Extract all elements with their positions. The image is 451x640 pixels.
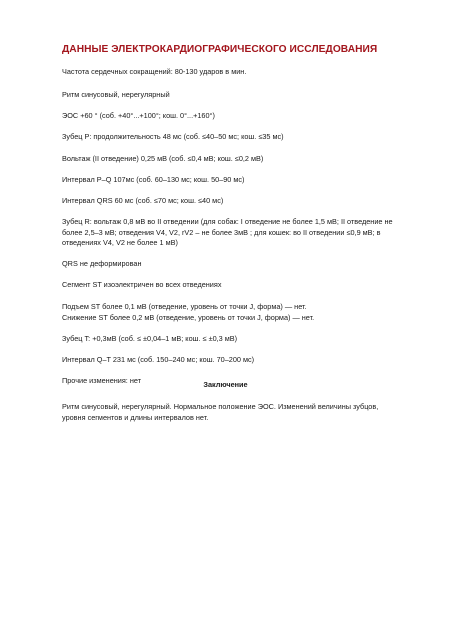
pq-interval-line: Интервал P–Q 107мс (соб. 60–130 мс; кош. 50–90 мс) bbox=[62, 175, 245, 184]
r-wave-paragraph: Зубец R: вольтаж 0,8 мВ во II отведении (для собак: I отведение не более 1,5 мВ; II отведение не более 2,5–3 мВ; отведения V4, V2, rV2 – не более 3мВ ; для кошек: во II отведении ≤0,9 мВ; в отведениях V4, V2 не более 1 мВ) bbox=[62, 217, 393, 248]
electrical-axis-line: ЭОС +60 ° (соб. +40°...+100°; кош. 0°...+160°) bbox=[62, 111, 215, 120]
conclusion-heading: Заключение bbox=[203, 380, 248, 389]
voltage-line: Вольтаж (II отведение) 0,25 мВ (соб. ≤0,4 мВ; кош. ≤0,2 мВ) bbox=[62, 154, 264, 163]
rhythm-line: Ритм синусовый, нерегулярный bbox=[62, 90, 170, 99]
qt-interval-line: Интервал Q–T 231 мс (соб. 150–240 мс; кош. 70–200 мс) bbox=[62, 355, 255, 364]
other-changes-line: Прочие изменения: нет bbox=[62, 376, 142, 385]
p-wave-duration-line: Зубец P: продолжительность 48 мс (соб. ≤40–50 мс; кош. ≤35 мс) bbox=[62, 132, 284, 141]
qrs-shape-line: QRS не деформирован bbox=[62, 259, 142, 268]
t-wave-line: Зубец T: +0,3мВ (соб. ≤ ±0,04–1 мВ; кош. ≤ ±0,3 мВ) bbox=[62, 334, 238, 343]
heart-rate-line: Частота сердечных сокращений: 80-130 ударов в мин. bbox=[62, 67, 247, 76]
qrs-interval-line: Интервал QRS 60 мс (соб. ≤70 мс; кош. ≤40 мс) bbox=[62, 196, 224, 205]
st-depression-line: Снижение ST более 0,2 мВ (отведение, уровень от точки J, форма) — нет. bbox=[62, 313, 315, 322]
conclusion-text: Ритм синусовый, нерегулярный. Нормальное положение ЭОС. Изменений величины зубцов, уровня сегментов и длины интервалов нет. bbox=[62, 402, 379, 422]
document-title: ДАННЫЕ ЭЛЕКТРОКАРДИОГРАФИЧЕСКОГО ИССЛЕДОВАНИЯ bbox=[62, 44, 378, 55]
st-elevation-line: Подъем ST более 0,1 мВ (отведение, уровень от точки J, форма) — нет. bbox=[62, 302, 307, 311]
st-segment-line: Сегмент ST изоэлектричен во всех отведениях bbox=[62, 280, 222, 289]
